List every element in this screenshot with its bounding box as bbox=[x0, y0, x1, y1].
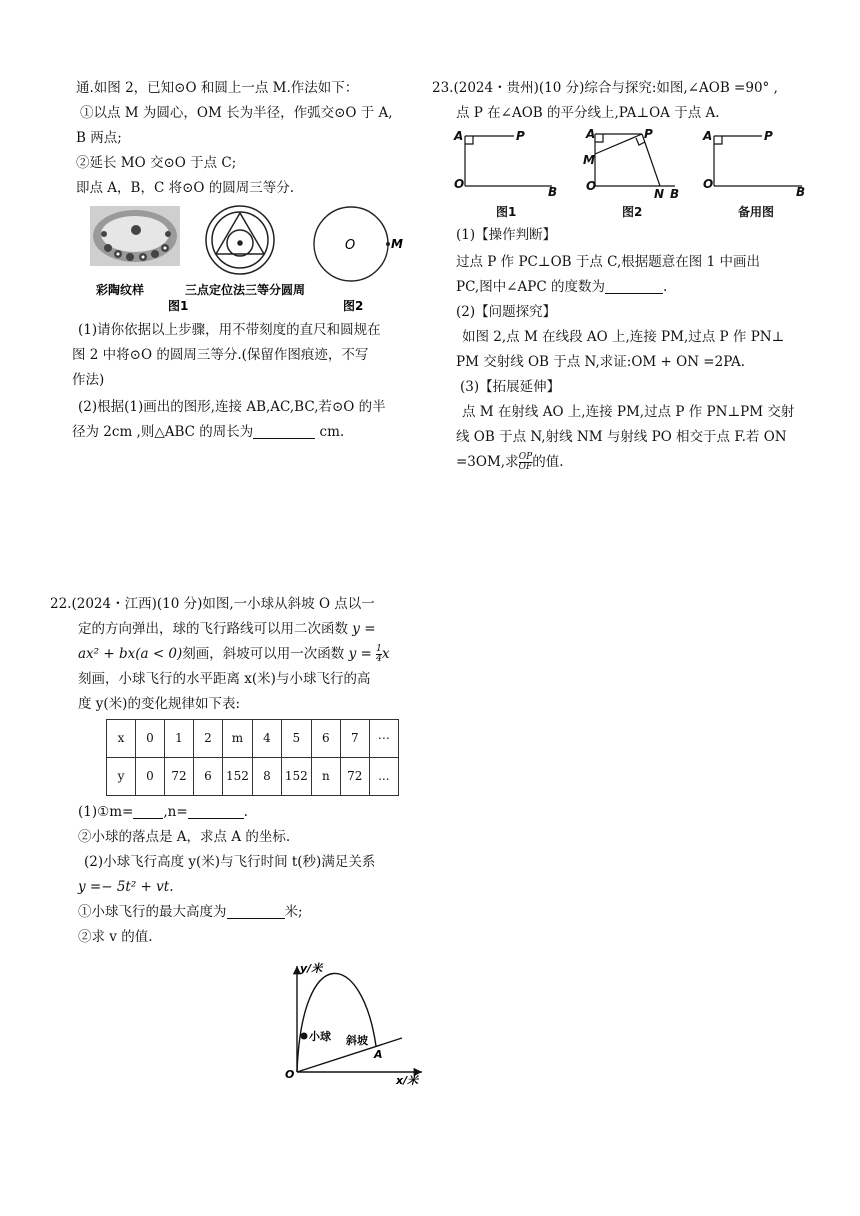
fig2-P: P bbox=[644, 127, 653, 141]
table-cell: 72 bbox=[340, 758, 369, 796]
fig2-O-label: O bbox=[586, 179, 597, 193]
q22-line3 bbox=[50, 642, 428, 667]
graph-ball-label: 小球 bbox=[309, 1030, 331, 1043]
graph-A-label: A bbox=[374, 1048, 383, 1061]
fig-caption-b: 三点定位法三等分圆周 bbox=[185, 283, 306, 297]
fig2-N: N bbox=[654, 187, 665, 201]
q21-part1a: (1)请你依据以上步骤，用不带刻度的直尺和圆规在 bbox=[78, 322, 381, 338]
table-cell: 6 bbox=[194, 758, 223, 796]
q23-s2b: PM 交射线 OB 于点 N,求证:OM + ON =2PA. bbox=[456, 354, 746, 370]
table-cell: 152 bbox=[281, 758, 311, 796]
q21-part2b-text: 径为 2cm ,则△ABC 的周长为 bbox=[72, 424, 254, 440]
pottery-photo bbox=[90, 206, 180, 266]
q22-frac-den: 4 bbox=[376, 654, 382, 664]
table-row-y bbox=[107, 758, 399, 796]
q22-eq2-pre: y = bbox=[348, 646, 372, 662]
q23-s3b: 线 OB 于点 N,射线 NM 与射线 PO 相交于点 F.若 ON bbox=[456, 429, 787, 445]
q21-part2a: (2)根据(1)画出的图形,连接 AB,AC,BC,若⊙O 的半 bbox=[78, 399, 386, 415]
q23-frac bbox=[519, 453, 533, 472]
fig2-M: M bbox=[391, 237, 403, 251]
fig-caption-a: 彩陶纹样 bbox=[96, 283, 145, 297]
fig1-lines bbox=[465, 136, 552, 186]
q23-s3c bbox=[456, 450, 814, 475]
fig3-O: O bbox=[703, 177, 714, 191]
fig3-B: B bbox=[796, 185, 806, 199]
q21-line1: 通.如图 2，已知⊙O 和圆上一点 M.作法如下： bbox=[76, 80, 359, 96]
q21-part1b: 图 2 中将⊙O 的圆周三等分.(保留作图痕迹，不写 bbox=[72, 347, 369, 363]
n-blank[interactable] bbox=[188, 803, 244, 819]
table-cell: 72 bbox=[165, 758, 194, 796]
q23-s2: (2)【问题探究】 bbox=[456, 304, 557, 320]
fig3-lines bbox=[714, 136, 802, 186]
q22-line2-text: 定的方向弹出，球的飞行路线可以用二次函数 bbox=[78, 621, 353, 637]
q22-graph bbox=[282, 960, 428, 1090]
q22-head: 22.(2024・江西)(10 分)如图,一小球从斜坡 O 点以一 bbox=[50, 596, 375, 612]
q21-figures bbox=[88, 204, 408, 316]
q22-p1b: ②小球的落点是 A，求点 A 的坐标. bbox=[78, 829, 291, 845]
table-cell: ⋯ bbox=[369, 720, 398, 758]
fig2-A: A bbox=[586, 127, 596, 141]
q22-line5: 度 y(米)的变化规律如下表: bbox=[78, 696, 240, 712]
q23-s3: (3)【拓展延伸】 bbox=[460, 379, 561, 395]
table-cell: n bbox=[311, 758, 340, 796]
fig1-A: A bbox=[454, 129, 464, 143]
fig3-caption: 备用图 bbox=[738, 205, 775, 219]
fig2-O: O bbox=[345, 238, 356, 253]
flight-path bbox=[297, 973, 376, 1072]
fig1-B: B bbox=[548, 185, 558, 199]
q22-eq-quadratic: ax² + bx(a < 0) bbox=[78, 646, 183, 662]
q22-eq2-post: x bbox=[381, 646, 390, 662]
q22-block bbox=[50, 592, 428, 950]
q21-perimeter-blank[interactable] bbox=[253, 423, 315, 439]
table-cell: 0 bbox=[136, 758, 165, 796]
table-cell: x bbox=[107, 720, 136, 758]
q22-eq-y: y = bbox=[352, 621, 376, 637]
q22-p2c-text: ①小球飞行的最大高度为 bbox=[78, 904, 227, 920]
q23-frac-den: OF bbox=[518, 462, 533, 472]
q23-frac-num: OP bbox=[518, 452, 533, 462]
q22-frac-num: 1 bbox=[376, 644, 382, 654]
q21-step1a: ①以点 M 为圆心，OM 长为半径，作弧交⊙O 于 A, bbox=[80, 105, 393, 121]
table-cell: 0 bbox=[136, 720, 165, 758]
q22-line3-text: 刻画，斜坡可以用一次函数 bbox=[182, 646, 349, 662]
q23-body bbox=[456, 223, 814, 475]
table-cell: ... bbox=[369, 758, 398, 796]
q22-p1-end: . bbox=[243, 804, 248, 820]
angle-apc-blank[interactable] bbox=[605, 278, 663, 294]
table-cell: 8 bbox=[252, 758, 281, 796]
q21-step2: ②延长 MO 交⊙O 于点 C; bbox=[76, 155, 237, 171]
q21-part2b bbox=[72, 420, 428, 445]
q23-s3a: 点 M 在射线 AO 上,连接 PM,过点 P 作 PN⊥PM 交射 bbox=[462, 404, 795, 420]
q23-line2: 点 P 在∠AOB 的平分线上,PA⊥OA 于点 A. bbox=[456, 105, 720, 121]
q23-s1b-end: . bbox=[663, 279, 668, 295]
max-height-blank[interactable] bbox=[227, 903, 285, 919]
table-cell: 1 bbox=[165, 720, 194, 758]
fig1-O: O bbox=[454, 177, 465, 191]
q22-table bbox=[106, 719, 399, 796]
fig1-label: 图1 bbox=[168, 299, 189, 313]
table-cell: 152 bbox=[223, 758, 253, 796]
fig2-caption: 图2 bbox=[622, 205, 643, 219]
m-blank[interactable] bbox=[133, 803, 163, 819]
q21-block bbox=[62, 76, 428, 201]
q22-p2c bbox=[50, 900, 428, 925]
q23-head: 23.(2024・贵州)(10 分)综合与探究:如图,∠AOB =90° , bbox=[432, 80, 778, 96]
fig3-A: A bbox=[703, 129, 713, 143]
ball-dot bbox=[301, 1033, 308, 1040]
q23-s1: (1)【操作判断】 bbox=[456, 227, 557, 243]
table-cell: 5 bbox=[281, 720, 311, 758]
three-point-figure bbox=[206, 206, 274, 274]
q22-p1-n: ,n= bbox=[163, 804, 188, 820]
fig1-caption: 图1 bbox=[496, 205, 517, 219]
graph-y-label: y/米 bbox=[300, 962, 323, 975]
fig2-label: 图2 bbox=[343, 299, 364, 313]
q21-part1c: 作法) bbox=[72, 372, 105, 388]
table-cell: y bbox=[107, 758, 136, 796]
q21-step1b: B 两点; bbox=[76, 130, 122, 146]
q23-s1a: 过点 P 作 PC⊥OB 于点 C,根据题意在图 1 中画出 bbox=[456, 254, 760, 270]
table-cell: 2 bbox=[194, 720, 223, 758]
q21-step3: 即点 A，B，C 将⊙O 的圆周三等分. bbox=[76, 180, 295, 196]
table-cell: 7 bbox=[340, 720, 369, 758]
q21-parts bbox=[72, 318, 428, 445]
fig2-lines bbox=[595, 134, 675, 186]
q22-line4: 刻画，小球飞行的水平距离 x(米)与小球飞行的高 bbox=[78, 671, 371, 687]
q21-part2b-unit: cm. bbox=[315, 424, 345, 440]
q23-s3c-end: 的值. bbox=[532, 454, 564, 470]
q22-p1-text: (1)①m= bbox=[78, 804, 134, 820]
q22-p2d: ②求 v 的值. bbox=[78, 929, 153, 945]
graph-origin: O bbox=[285, 1068, 295, 1081]
graph-slope-label: 斜坡 bbox=[346, 1034, 368, 1047]
fig3-P: P bbox=[764, 129, 773, 143]
table-cell: 6 bbox=[311, 720, 340, 758]
table-cell: m bbox=[223, 720, 253, 758]
table-cell: 4 bbox=[252, 720, 281, 758]
q22-line2 bbox=[50, 617, 428, 642]
fig1-P: P bbox=[516, 129, 525, 143]
table-row-x bbox=[107, 720, 399, 758]
fig2-M-label: M bbox=[583, 153, 595, 167]
q22-p2a: (2)小球飞行高度 y(米)与飞行时间 t(秒)满足关系 bbox=[84, 854, 376, 870]
fig2-B: B bbox=[670, 187, 680, 201]
q22-p2c-unit: 米; bbox=[284, 904, 303, 920]
q23-s1b bbox=[456, 275, 814, 300]
graph-x-label: x/米 bbox=[396, 1074, 419, 1087]
q23-figures bbox=[450, 124, 814, 224]
q23-s2a: 如图 2,点 M 在线段 AO 上,连接 PM,过点 P 作 PN⊥ bbox=[462, 329, 785, 345]
q23-s1b-text: PC,图中∠APC 的度数为 bbox=[456, 279, 605, 295]
q23-s3c-text: =3OM,求 bbox=[456, 454, 519, 470]
q22-p2b: y =− 5t² + vt. bbox=[78, 879, 174, 895]
q22-p1 bbox=[50, 800, 428, 825]
q23-head-block bbox=[432, 76, 812, 126]
